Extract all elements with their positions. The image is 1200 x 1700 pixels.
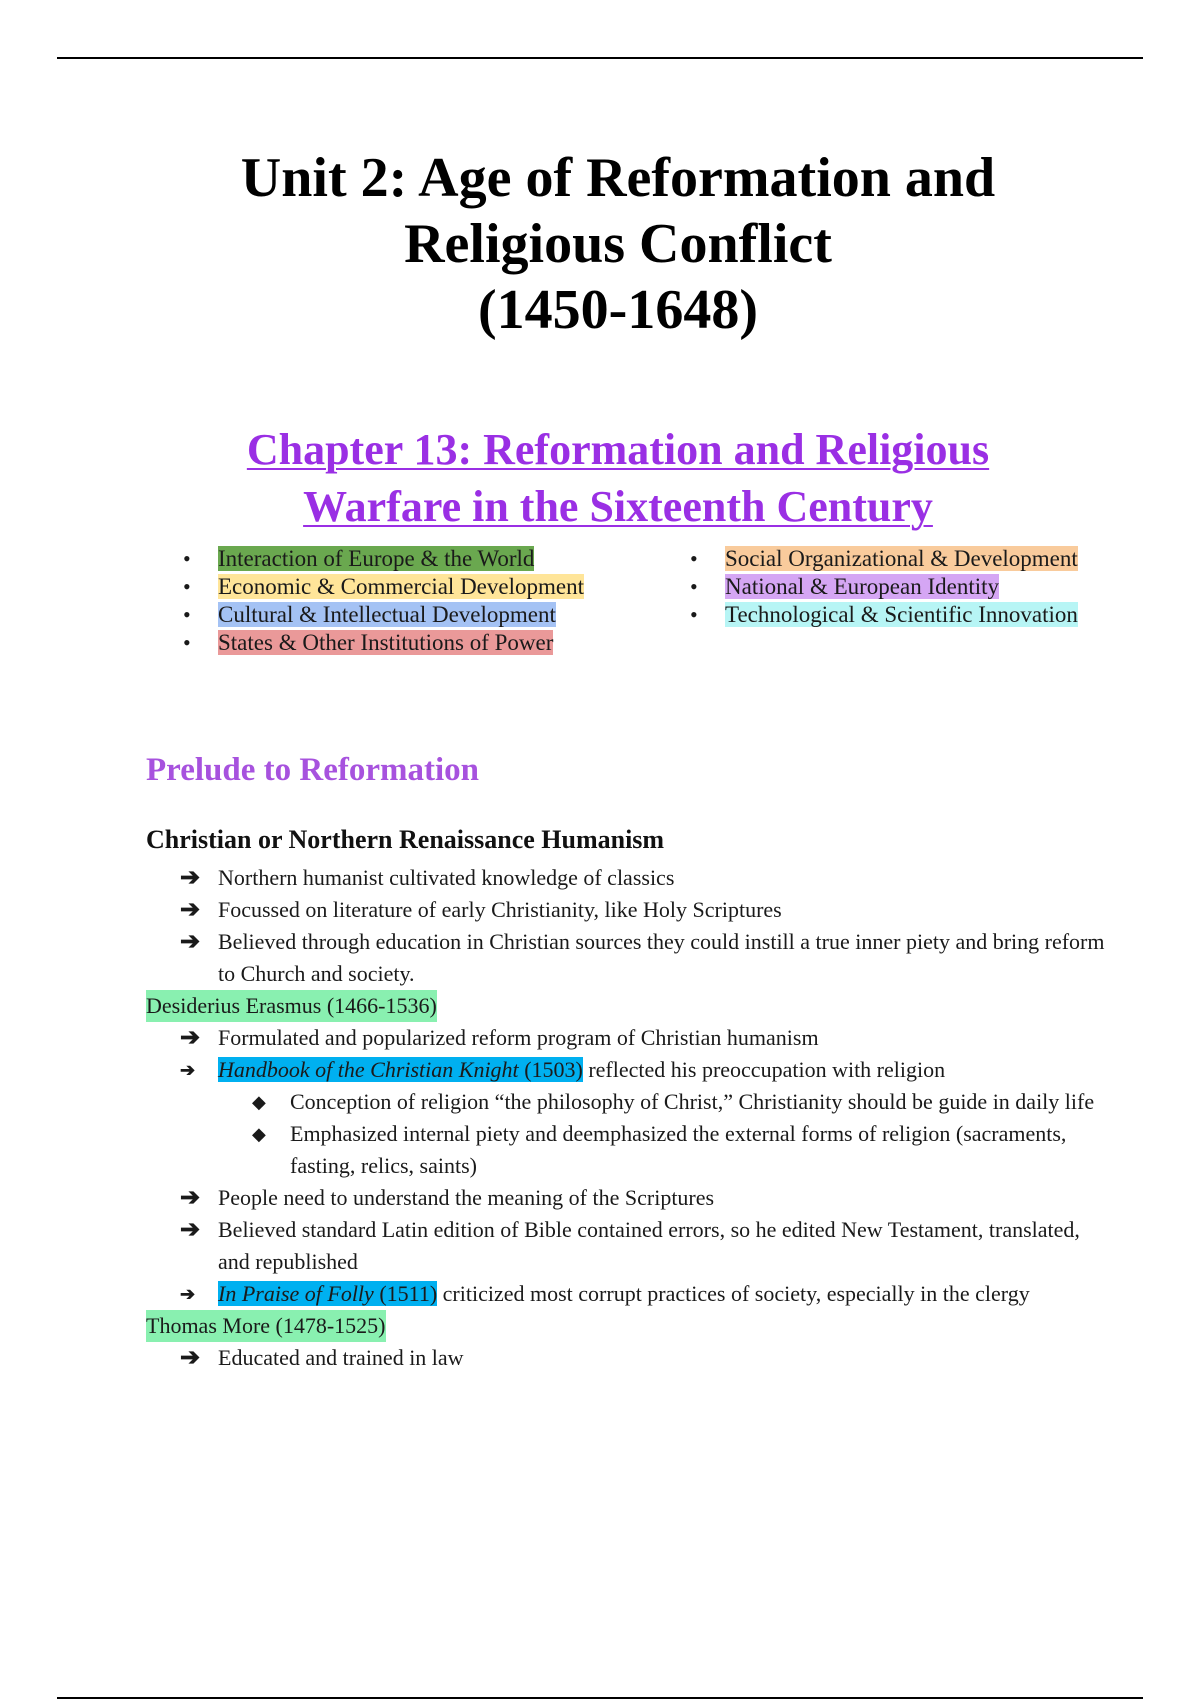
list-item: ➔ Believed standard Latin edition of Bible contained errors, so he edited New Testament, translated, and republished: [146, 1214, 1106, 1278]
subheading: Christian or Northern Renaissance Humanism: [146, 825, 665, 854]
theme-item: • Social Organizational & Development: [690, 545, 1110, 573]
arrow-icon: ➔: [180, 865, 201, 891]
arrow-icon: ➔: [180, 1185, 201, 1211]
arrow-icon: ➔: [180, 1217, 201, 1243]
list-item: ➔ Northern humanist cultivated knowledge of classics: [146, 862, 1106, 894]
list-item: ➔ Formulated and popularized reform program of Christian humanism: [146, 1022, 1106, 1054]
list-item: ➔ Educated and trained in law: [146, 1342, 1106, 1374]
arrow-icon: ➔: [180, 897, 201, 923]
person-heading: Thomas More (1478-1525): [146, 1310, 1106, 1342]
theme-item: • Technological & Scientific Innovation: [690, 601, 1110, 629]
list-subitem: ◆ Conception of religion “the philosophy of Christ,” Christianity should be guide in daily life: [146, 1086, 1106, 1118]
theme-item: • Economic & Commercial Development: [183, 573, 603, 601]
list-item: ➔ Handbook of the Christian Knight (1503) reflected his preoccupation with religion: [146, 1054, 1106, 1086]
work-highlight: In Praise of Folly (1511): [218, 1281, 438, 1306]
work-highlight: Handbook of the Christian Knight (1503): [218, 1057, 583, 1082]
diamond-icon: ◆: [252, 1092, 266, 1112]
person-heading: Desiderius Erasmus (1466-1536): [146, 990, 1106, 1022]
theme-item: • Cultural & Intellectual Development: [183, 601, 603, 629]
arrow-icon: ➔: [180, 929, 201, 955]
top-rule: [57, 57, 1143, 59]
list-item: ➔ In Praise of Folly (1511) criticized most corrupt practices of society, especially in the clergy: [146, 1278, 1106, 1310]
section-heading: Prelude to Reformation: [146, 752, 479, 788]
theme-item: • States & Other Institutions of Power: [183, 629, 603, 657]
list-item: ➔ Believed through education in Christian sources they could instill a true inner piety and bring reform to Church and society.: [146, 926, 1106, 990]
theme-item: • Interaction of Europe & the World: [183, 545, 603, 573]
themes-list-left: [183, 545, 603, 657]
list-item: ➔ People need to understand the meaning of the Scriptures: [146, 1182, 1106, 1214]
arrow-icon: ➔: [180, 1284, 196, 1304]
arrow-icon: ➔: [180, 1345, 201, 1371]
diamond-icon: ◆: [252, 1124, 266, 1144]
list-item: ➔ Focussed on literature of early Christianity, like Holy Scriptures: [146, 894, 1106, 926]
theme-item: • National & European Identity: [690, 573, 1110, 601]
arrow-icon: ➔: [180, 1025, 201, 1051]
notes-body: [146, 862, 1106, 1374]
arrow-icon: ➔: [180, 1060, 196, 1080]
chapter-title: Chapter 13: Reformation and Religious Warfare in the Sixteenth Century: [246, 425, 990, 531]
list-subitem: ◆ Emphasized internal piety and deemphasized the external forms of religion (sacraments, fasting, relics, saints): [146, 1118, 1106, 1182]
bottom-rule: [57, 1697, 1143, 1699]
themes-list-right: [690, 545, 1110, 629]
unit-title: Unit 2: Age of Reformation and Religious Conflict (1450-1648): [240, 147, 996, 341]
